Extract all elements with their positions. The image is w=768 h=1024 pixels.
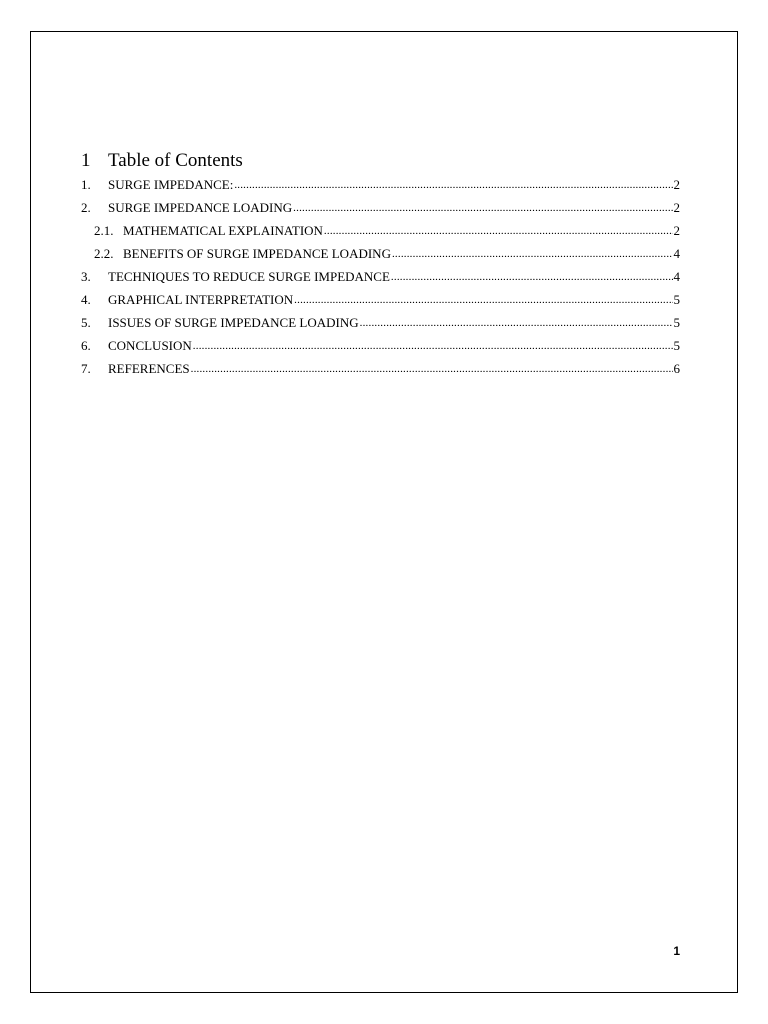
toc-entry-title: REFERENCES xyxy=(108,361,190,376)
toc-entry-number: 4. xyxy=(81,292,91,307)
toc-entry-title: ISSUES OF SURGE IMPEDANCE LOADING xyxy=(108,315,359,330)
toc-heading-title: Table of Contents xyxy=(108,150,243,171)
toc-entry-number: 3. xyxy=(81,269,91,284)
dot-leader xyxy=(293,195,672,220)
toc-entry-title: TECHNIQUES TO REDUCE SURGE IMPEDANCE xyxy=(108,269,390,284)
toc-entry-title: BENEFITS OF SURGE IMPEDANCE LOADING xyxy=(123,246,391,261)
toc-entry-page: 5 xyxy=(673,338,680,353)
table-of-contents xyxy=(81,149,680,380)
toc-subentry[interactable] xyxy=(81,219,680,242)
dot-leader xyxy=(324,218,673,243)
toc-entry-title: MATHEMATICAL EXPLAINATION xyxy=(123,223,323,238)
toc-entry[interactable] xyxy=(81,357,680,380)
toc-entry[interactable] xyxy=(81,334,680,357)
toc-entry-page: 4 xyxy=(673,269,680,284)
toc-entry-page: 4 xyxy=(673,246,680,261)
toc-heading-number: 1 xyxy=(81,150,91,171)
toc-entry[interactable] xyxy=(81,311,680,334)
toc-entry-number: 2.2. xyxy=(94,246,114,261)
toc-entry-title: CONCLUSION xyxy=(108,338,192,353)
toc-entry-page: 2 xyxy=(673,200,680,215)
dot-leader xyxy=(294,287,672,312)
toc-entry-title: SURGE IMPEDANCE: xyxy=(108,177,234,192)
page-number: 1 xyxy=(673,944,680,958)
toc-entry-number: 7. xyxy=(81,361,91,376)
toc-entry-title: GRAPHICAL INTERPRETATION xyxy=(108,292,294,307)
dot-leader xyxy=(360,310,673,335)
toc-entry-title: SURGE IMPEDANCE LOADING xyxy=(108,200,293,215)
toc-entry-page: 5 xyxy=(673,315,680,330)
toc-heading xyxy=(81,149,680,173)
dot-leader xyxy=(193,333,673,358)
toc-entry-page: 2 xyxy=(673,223,680,238)
dot-leader xyxy=(392,241,673,266)
toc-entry[interactable] xyxy=(81,196,680,219)
toc-entry-page: 2 xyxy=(673,177,680,192)
toc-entry[interactable] xyxy=(81,288,680,311)
toc-subentry[interactable] xyxy=(81,242,680,265)
toc-entry-number: 6. xyxy=(81,338,91,353)
toc-entry-number: 2.1. xyxy=(94,223,114,238)
dot-leader xyxy=(191,356,673,381)
toc-entry-number: 2. xyxy=(81,200,91,215)
toc-entry-number: 1. xyxy=(81,177,91,192)
toc-entry-number: 5. xyxy=(81,315,91,330)
toc-entry[interactable] xyxy=(81,173,680,196)
dot-leader xyxy=(391,264,673,289)
toc-entry-page: 5 xyxy=(673,292,680,307)
toc-entry-page: 6 xyxy=(673,361,680,376)
toc-entry[interactable] xyxy=(81,265,680,288)
dot-leader xyxy=(234,172,672,197)
